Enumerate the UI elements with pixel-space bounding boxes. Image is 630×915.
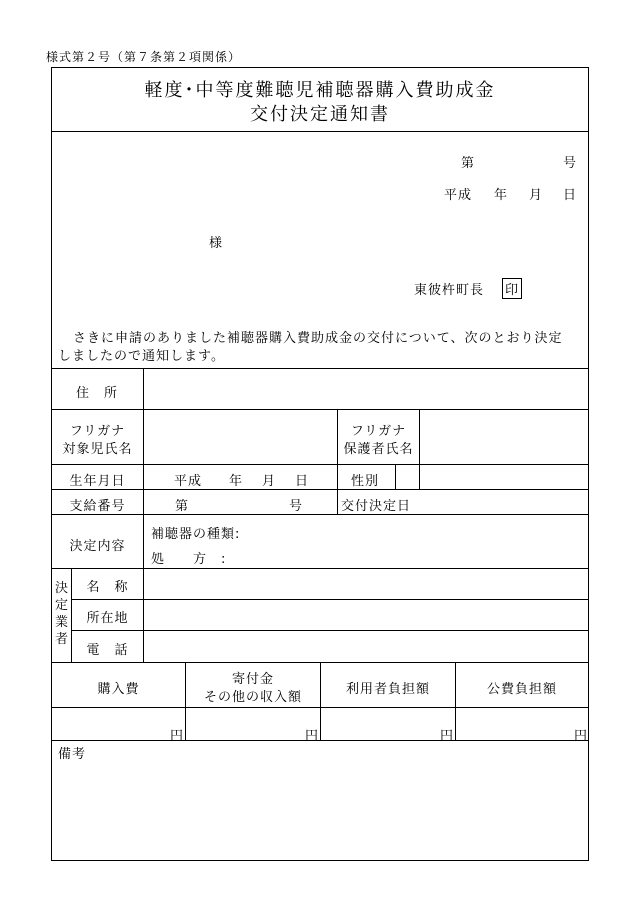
user-burden-field[interactable] [321, 708, 455, 740]
donation-header: 寄付金 [231, 672, 274, 687]
vendor-group-char: 業 [55, 615, 70, 630]
divider [51, 131, 589, 132]
public-burden-header: 公費負担額 [486, 682, 557, 697]
other-income-header: その他の収入額 [203, 690, 302, 705]
issuer: 東彼杵町長 [414, 283, 485, 298]
address-label: 住 所 [76, 386, 119, 401]
addressee-suffix: 様 [209, 236, 224, 251]
guardian-kana-label: フリガナ [350, 424, 407, 439]
divider [51, 740, 589, 741]
vendor-name-field[interactable] [144, 569, 588, 599]
vendor-address-label: 所在地 [86, 611, 129, 626]
doc-number-suffix: 号 [563, 156, 578, 171]
vendor-phone-label: 電 話 [86, 643, 129, 658]
title-line-1: 軽度･中等度難聴児補聴器購入費助成金 [144, 80, 496, 101]
child-name-label: 対象児氏名 [62, 442, 133, 457]
vendor-phone-field[interactable] [144, 631, 588, 662]
child-name-field[interactable] [144, 410, 337, 464]
seal-mark: 印 [502, 278, 522, 299]
payment-number-label: 支給番号 [69, 499, 126, 514]
device-type-label: 補聴器の種類: [151, 527, 241, 542]
payment-suffix: 号 [289, 499, 304, 514]
remarks-label: 備考 [58, 747, 87, 762]
public-burden-field[interactable] [456, 708, 588, 740]
birthdate-label: 生年月日 [69, 474, 126, 489]
guardian-name-field[interactable] [420, 410, 588, 464]
purchase-cost-header: 購入費 [97, 682, 140, 697]
body-text-1: さきに申請のありました補聴器購入費助成金の交付について、次のとおり決定 [73, 331, 563, 346]
doc-number-prefix: 第 [461, 156, 476, 171]
purchase-cost-field[interactable] [52, 708, 185, 740]
prescription-label: 処 方 : [151, 552, 227, 567]
decision-date-field[interactable] [420, 490, 588, 514]
body-text-2: しましたので通知します。 [58, 349, 225, 364]
vendor-name-label: 名 称 [86, 580, 129, 595]
user-burden-header: 利用者負担額 [345, 682, 430, 697]
date-month: 月 [529, 188, 544, 203]
birth-year: 年 [229, 474, 244, 489]
unit-yen: 円 [574, 729, 589, 744]
vendor-group-char: 者 [55, 632, 70, 647]
vendor-group-char: 決 [55, 581, 70, 596]
decision-content-label: 決定内容 [69, 539, 126, 554]
title-line-2: 交付決定通知書 [250, 104, 390, 125]
remarks-field[interactable] [52, 760, 588, 860]
birth-day: 日 [295, 474, 310, 489]
date-era: 平成 [444, 188, 473, 203]
unit-yen: 円 [170, 729, 185, 744]
divider [51, 514, 589, 515]
date-day: 日 [563, 188, 578, 203]
vendor-group-label [55, 580, 69, 648]
child-kana-label: フリガナ [69, 424, 126, 439]
vendor-group-char: 定 [55, 598, 70, 613]
gender-field[interactable] [396, 465, 588, 489]
unit-yen: 円 [305, 729, 320, 744]
other-income-field[interactable] [186, 708, 320, 740]
gender-label: 性別 [351, 474, 380, 489]
payment-prefix: 第 [175, 499, 190, 514]
guardian-name-label: 保護者氏名 [343, 442, 414, 457]
address-field[interactable] [144, 369, 588, 409]
decision-date-label: 交付決定日 [341, 499, 412, 514]
unit-yen: 円 [440, 729, 455, 744]
form-reference: 様式第２号（第７条第２項関係） [46, 50, 242, 64]
vendor-address-field[interactable] [144, 600, 588, 630]
birth-era: 平成 [174, 474, 203, 489]
birth-month: 月 [262, 474, 277, 489]
date-year: 年 [494, 188, 509, 203]
